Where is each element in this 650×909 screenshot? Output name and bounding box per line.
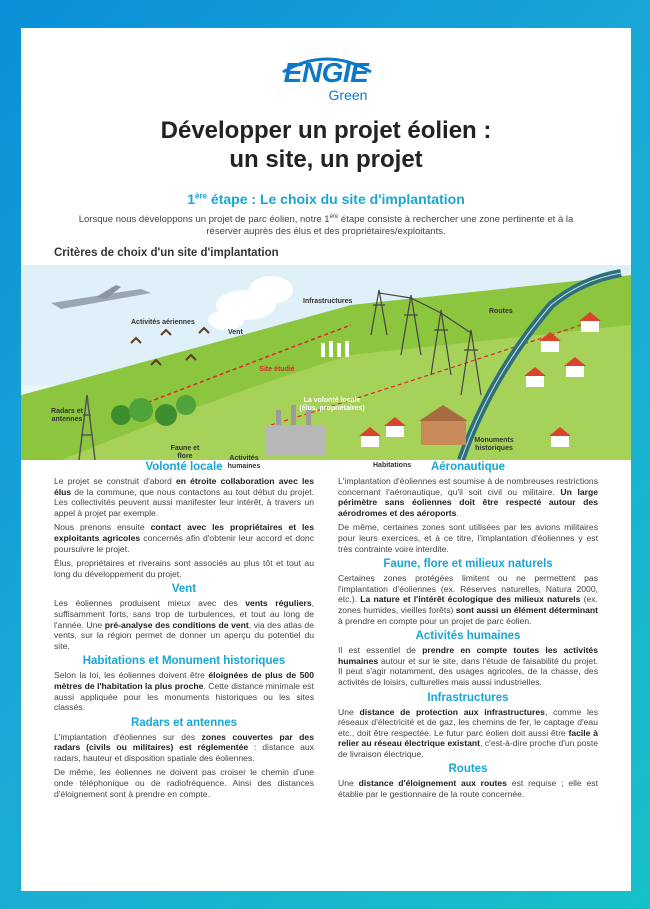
emphasis-text: contact avec les propriétaires et les exploitants agricoles — [54, 522, 314, 543]
label-radars: Radars et antennes — [51, 408, 83, 423]
emphasis-text: en étroite collaboration avec les élus — [54, 476, 314, 497]
label-local-will: La volonté locale (élus, propriétaires) — [299, 397, 365, 412]
label-roads: Routes — [489, 308, 513, 315]
intro-paragraph — [66, 211, 586, 238]
section — [338, 763, 598, 799]
section-paragraph: Le projet se construit d'abord en étroite collaboration avec les élus de la commune, que nous contactons au tout début du projet. Les collectivités peuvent aussi manifester leur intérêt, à travers un appel à projet par exemple. — [54, 476, 314, 518]
section-paragraph: Nous prenons ensuite contact avec les propriétaires et les exploitants agricoles concernés afin d'obtenir leur accord et donc poursuivre le projet. — [54, 522, 314, 554]
section-paragraph: De même, certaines zones sont utilisées par les avions militaires pour leurs exercices, et à ce titre, l'implantation d'éoliennes y est très contrainte voire interdite. — [338, 522, 598, 554]
title-line-1: Développer un projet éolien : — [160, 117, 492, 144]
label-housing: Habitations — [373, 462, 412, 469]
section — [338, 630, 598, 687]
label-wind: Vent — [228, 329, 243, 336]
section-paragraph: Élus, propriétaires et riverains sont associés au plus tôt et tout au long du développement du projet. — [54, 558, 314, 579]
step-heading — [21, 191, 631, 207]
step-sup: ère — [195, 191, 208, 201]
label-aerial: Activités aériennes — [131, 319, 195, 326]
section-paragraph: Une distance d'éloignement aux routes est requise ; elle est établie par le gestionnaire de la route concernée. — [338, 778, 598, 800]
section-heading: Routes — [448, 763, 488, 776]
label-infrastructures: Infrastructures — [303, 298, 353, 305]
section-paragraph: Les éoliennes produisent mieux avec des vents réguliers, suffisamment forts, sans trop de turbulences, et tout au long de l'année. Une pré-analyse des conditions de vent, via des atlas de vents, sur la région permet de donner un aperçu du potentiel du site. — [54, 598, 314, 651]
section — [54, 655, 314, 712]
emphasis-text: Un large périmètre sans éoliennes doit être respecté autour des aérodromes et des aéroports — [338, 486, 598, 518]
emphasis-text: distance de protection aux infrastructures — [359, 706, 545, 717]
emphasis-text: prendre en compte toutes les activités humaines — [338, 645, 598, 666]
label-fauna: Faune et flore — [170, 445, 200, 460]
logo-arc-icon — [279, 52, 375, 74]
engie-logo — [21, 58, 631, 102]
intro-sup: ère — [329, 214, 339, 220]
section-paragraph: De même, les éoliennes ne doivent pas croiser le chemin d'une onde téléphonique ou de radiofréquence. Ainsi des distances d'éloignement sont à prendre en compte. — [54, 767, 314, 799]
section-paragraph: Certaines zones protégées limitent ou ne permettent pas l'implantation d'éoliennes (ex. Réserves naturelles, Natura 2000, etc.). La nature et l'intérêt écologique des milieux naturels (ex. zones humides, vieilles forêts) sont aussi un élément déterminant à prendre en compte pour un projet de parc éolien. — [338, 573, 599, 626]
section-heading: Infrastructures — [427, 691, 509, 704]
landscape-illustration — [21, 265, 631, 460]
section-heading: Habitations et Monument historiques — [82, 655, 286, 668]
page-title — [21, 116, 631, 174]
section — [54, 583, 314, 651]
emphasis-text: vents réguliers — [245, 598, 312, 609]
criteria-title: Critères de choix d'un site d'implantation — [54, 247, 279, 259]
section — [54, 717, 314, 800]
section — [338, 692, 598, 760]
emphasis-text: La nature et l'intérêt écologique des milieux naturels — [360, 594, 581, 605]
label-human: Activités humaines — [227, 455, 261, 470]
section-heading: Radars et antennes — [130, 716, 238, 729]
label-site: Site étudié — [259, 366, 295, 373]
section — [338, 558, 598, 626]
title-line-2: un site, un projet — [229, 146, 423, 173]
section — [54, 461, 314, 579]
label-monuments: Monuments historiques — [474, 437, 514, 452]
section-heading: Volonté locale — [145, 461, 223, 473]
emphasis-text: distance d'éloignement aux routes — [358, 778, 507, 789]
section-paragraph: Une distance de protection aux infrastructures, comme les réseaux d'électricité et de gaz, les chemins de fer, le captage d'eau etc., doit être respectée. Le futur parc éolien doit aussi être facile à relier au réseau électrique existant, c'est-à-dire proche d'un poste de livraison électrique. — [338, 706, 599, 759]
section-paragraph: Selon la loi, les éoliennes doivent être éloignées de plus de 500 mètres de l'habitation la plus proche. Cette distance minimale est aussi appliquée pour les monuments historiques ou les sites classés. — [54, 670, 314, 713]
emphasis-text: sont aussi un élément déterminant — [455, 604, 599, 615]
logo-wordmark: ENGIE — [283, 57, 369, 88]
step-number: 1 — [187, 191, 196, 207]
section-heading: Activités humaines — [415, 630, 521, 643]
document-page — [21, 28, 631, 891]
emphasis-text: facile à relier au réseau électrique existant — [338, 727, 598, 749]
emphasis-text: zones couvertes par des radars (civils ou militaires) est réglementée — [54, 731, 314, 753]
section-heading: Vent — [171, 583, 197, 596]
section-heading: Aéronautique — [430, 461, 506, 473]
step-text: étape : Le choix du site d'implantation — [207, 191, 465, 207]
left-column — [54, 458, 314, 803]
section — [338, 461, 598, 554]
logo-subtitle: Green — [328, 87, 368, 103]
section-paragraph: L'implantation d'éoliennes est soumise à de nombreuses restrictions concernant l'aéronautique, qu'il soit civil ou militaire. Un large périmètre sans éoliennes doit être respecté autour des aérodromes et des aéroports. — [338, 476, 598, 518]
emphasis-text: pré-analyse des conditions de vent — [104, 619, 249, 630]
section-paragraph: Il est essentiel de prendre en compte toutes les activités humaines autour et sur le site, dans l'étude de faisabilité du projet. Il peut s'agir notamment, des usages agricoles, de la chasse, des activités de loisirs, culturelles mais aussi industrielles. — [338, 645, 598, 687]
section-heading: Faune, flore et milieux naturels — [383, 558, 553, 571]
intro-text-b: étape consiste à rechercher une zone pertinente et à la réserver auprès des élus et des propriétaires/exploitants. — [206, 214, 574, 238]
emphasis-text: éloignées de plus de 500 mètres de l'habitation la plus proche — [54, 670, 314, 691]
intro-text-a: Lorsque nous développons un projet de parc éolien, notre 1 — [78, 214, 330, 226]
section-paragraph: L'implantation d'éoliennes sur des zones couvertes par des radars (civils ou militaires) est réglementée : distance aux radars, hauteur et disposition spatiale des éoliennes. — [54, 731, 314, 763]
right-column — [338, 458, 598, 804]
